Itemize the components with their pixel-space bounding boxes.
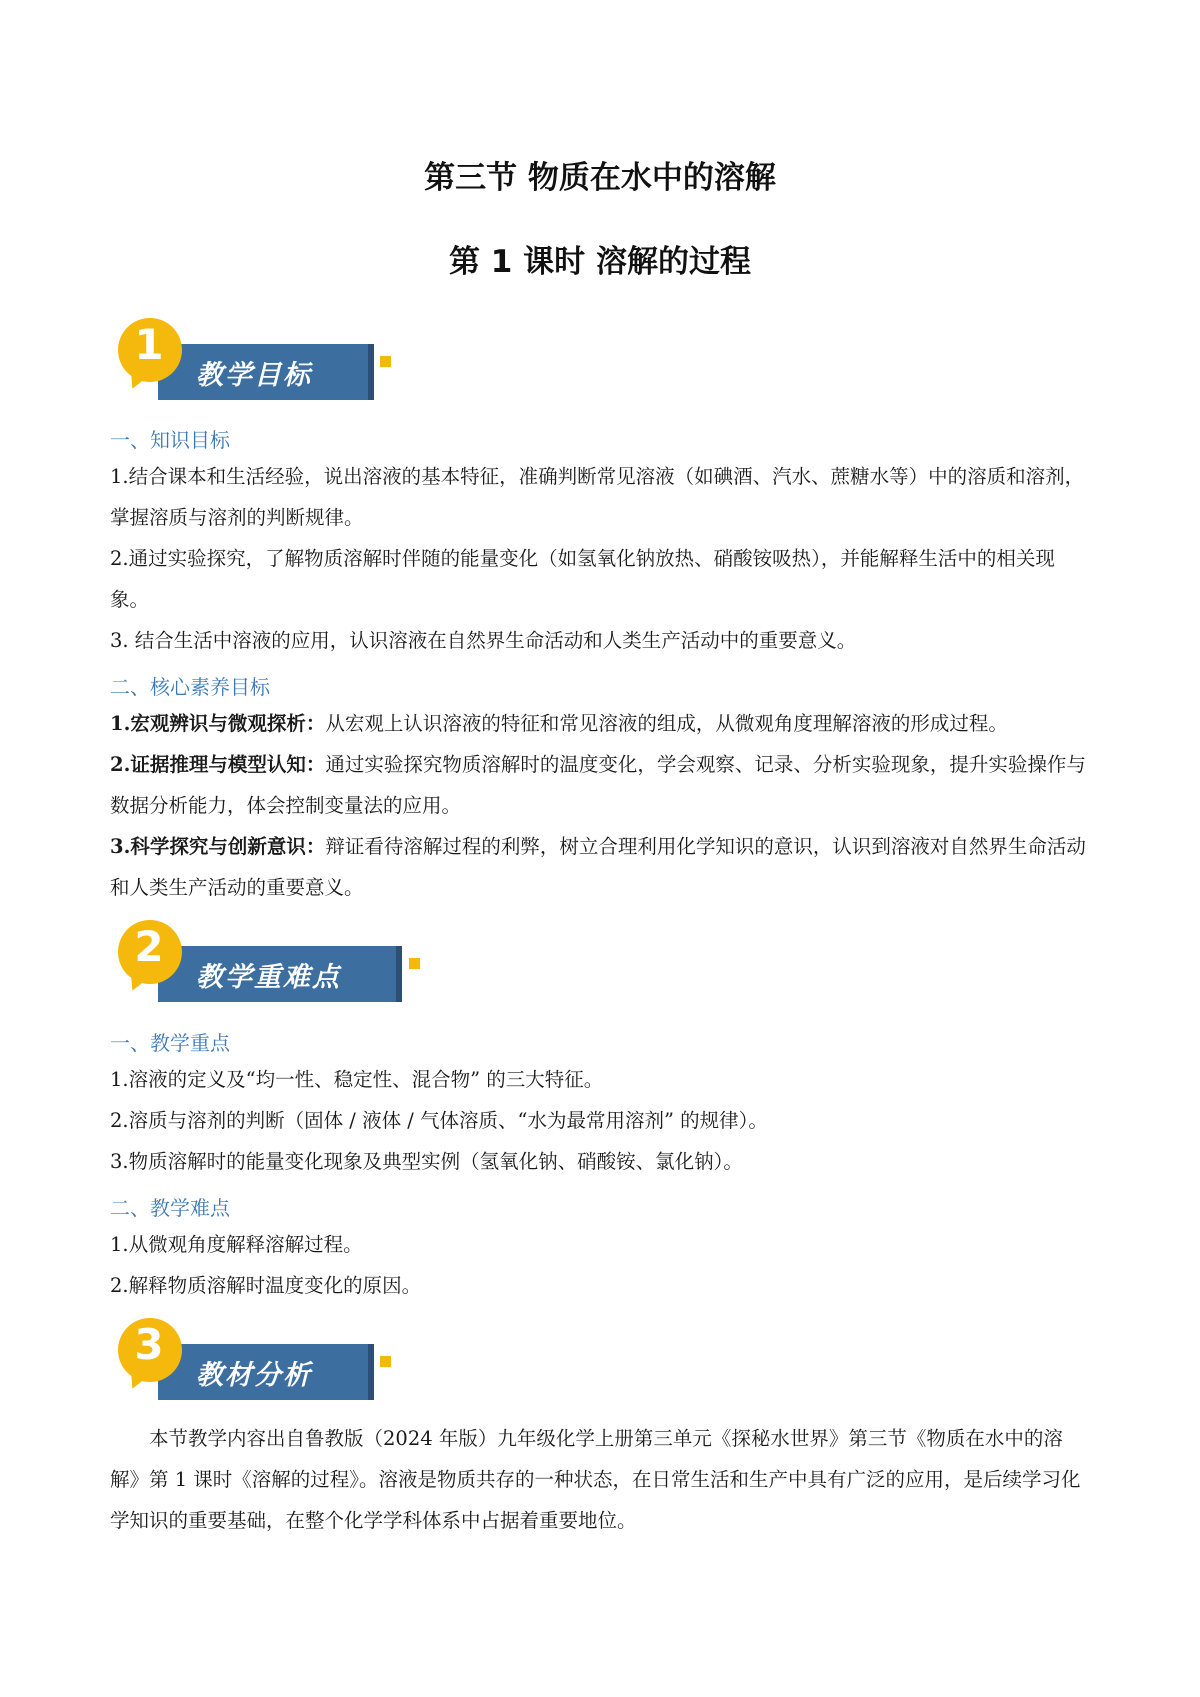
accent-square [380,356,391,367]
section-badge-bar [158,1344,374,1400]
core-goal [110,703,1088,744]
paragraph: 1.结合课本和生活经验，说出溶液的基本特征，准确判断常见溶液（如碘酒、汽水、蔗糖水等）中的溶质和溶剂，掌握溶质与溶剂的判断规律。 [110,465,1085,529]
section-number: 2 [134,922,164,971]
subheading: 一、知识目标 [110,428,230,452]
accent-square [409,958,420,969]
core-goal-head: 3.科学探究与创新意识： [110,835,326,858]
section-badge-bar [158,946,402,1002]
core-goal-text: 辩证看待溶解过程的利弊，树立合理利用化学知识的意识，认识到溶液对自然界生命活动和人类生产活动的重要意义。 [110,835,1086,899]
lesson-title: 第 1 课时 溶解的过程 [449,244,751,280]
section-label: 教学目标 [196,360,312,391]
paragraph: 1.溶液的定义及“均一性、稳定性、混合物” 的三大特征。 [110,1068,604,1091]
core-goal [110,826,1088,908]
paragraph: 2.通过实验探究，了解物质溶解时伴随的能量变化（如氢氧化钠放热、硝酸铵吸热），并能解释生活中的相关现象。 [110,547,1055,611]
paragraph: 3.物质溶解时的能量变化现象及典型实例（氢氧化钠、硝酸铵、氯化钠）。 [110,1150,743,1173]
core-goal-head: 2.证据推理与模型认知： [110,753,326,776]
chapter-title: 第三节 物质在水中的溶解 [424,160,776,196]
subheading: 二、教学难点 [110,1196,230,1220]
section-badge-3 [118,1318,418,1408]
section-badge-2 [118,920,418,1010]
paragraph: 2.解释物质溶解时温度变化的原因。 [110,1274,422,1297]
section-badge-1 [118,318,418,408]
paragraph: 2.溶质与溶剂的判断（固体 / 液体 / 气体溶质、“水为最常用溶剂” 的规律）。 [110,1109,768,1132]
paragraph: 3. 结合生活中溶液的应用，认识溶液在自然界生命活动和人类生产活动中的重要意义。 [110,629,857,652]
core-goal [110,744,1088,826]
accent-square [380,1356,391,1367]
section-label: 教材分析 [196,1360,312,1391]
core-goal-text: 通过实验探究物质溶解时的温度变化，学会观察、记录、分析实验现象，提升实验操作与数据分析能力，体会控制变量法的应用。 [110,753,1086,817]
section-number: 1 [134,320,164,369]
textbook-analysis-paragraph: 本节教学内容出自鲁教版（2024 年版）九年级化学上册第三单元《探秘水世界》第三节《物质在水中的溶解》第 1 课时《溶解的过程》。溶液是物质共存的一种状态，在日常生活和生产中具有广泛的应用，是后续学习化学知识的重要基础，在整个化学学科体系中占据着重要地位。 [110,1427,1081,1532]
subheading: 一、教学重点 [110,1031,230,1055]
section-badge-bar [158,344,374,400]
section-number: 3 [134,1320,164,1369]
core-goal-head: 1.宏观辨识与微观探析： [110,712,326,735]
section-label: 教学重难点 [196,962,341,993]
subheading: 二、核心素养目标 [110,675,270,699]
paragraph: 1.从微观角度解释溶解过程。 [110,1233,363,1256]
core-goal-text: 从宏观上认识溶液的特征和常见溶液的组成，从微观角度理解溶液的形成过程。 [325,712,1008,735]
